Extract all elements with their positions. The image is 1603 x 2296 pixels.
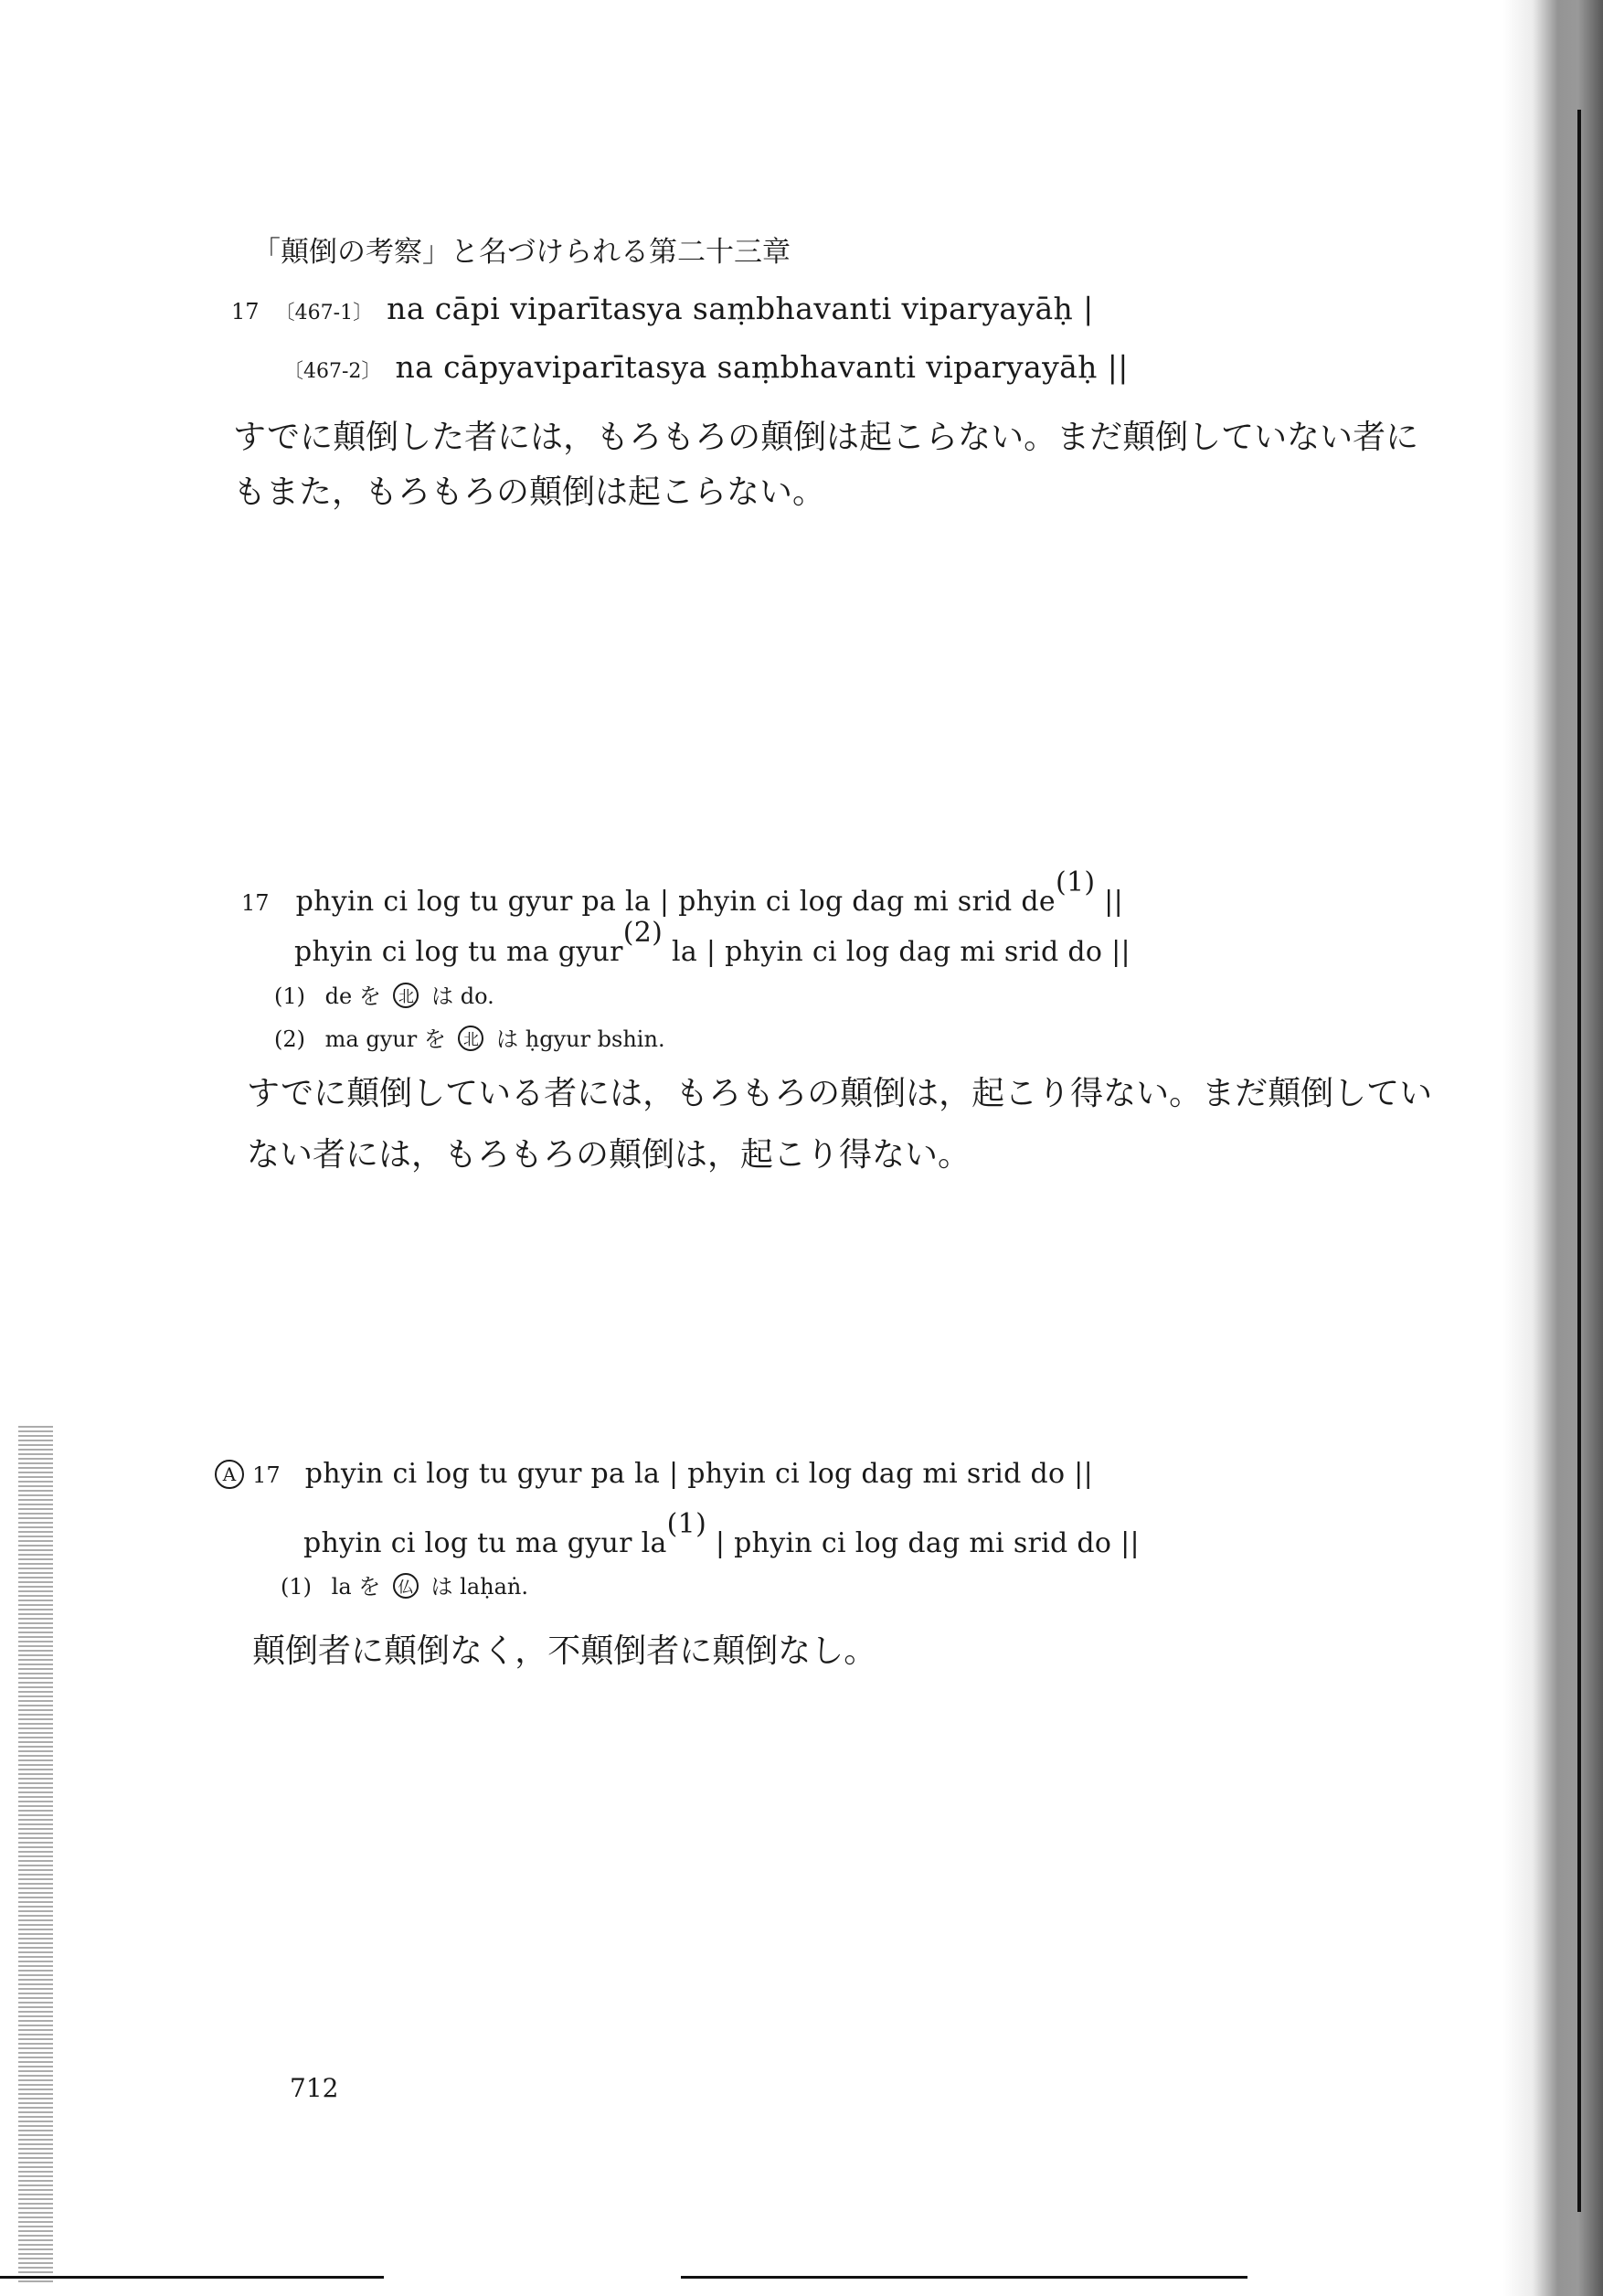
akutobhaya-line-1	[215, 1458, 1093, 1490]
footnote-text: de を	[324, 983, 381, 1009]
footnote-text: ma gyur を	[324, 1026, 446, 1052]
verse-number: 17	[241, 890, 270, 916]
tibetan-text: phyin ci log tu gyur pa la | phyin ci log dag mi srid de	[295, 886, 1056, 918]
sanskrit-translation-line-2: もまた，もろもろの顛倒は起こらない。	[233, 473, 826, 511]
tibetan-text: phyin ci log tu ma gyur	[294, 936, 623, 968]
verse-number: 17	[252, 1462, 281, 1488]
akutobhaya-translation: 顛倒者に顛倒なく，不顛倒者に顛倒なし。	[252, 1632, 877, 1670]
section-title: 「顛倒の考察」と名づけられる第二十三章	[252, 236, 791, 269]
tibetan-text: phyin ci log tu gyur pa la | phyin ci log dag mi srid do ||	[304, 1458, 1093, 1490]
line-reference: 〔467-1〕	[274, 302, 374, 324]
tibetan-line-1	[241, 866, 1123, 918]
footnote-text: la を	[331, 1574, 381, 1600]
scan-bottom-rule-right	[681, 2276, 1247, 2279]
tibetan-translation-line-2: ない者には，もろもろの顛倒は，起こり得ない。	[247, 1136, 971, 1174]
scan-edge-shadow	[1502, 0, 1603, 2296]
verse-number: 17	[231, 299, 260, 324]
tibetan-translation-line-1: すでに顛倒している者には，もろもろの顛倒は，起こり得ない。まだ顛倒してい	[247, 1075, 1433, 1112]
footnote-number: (1)	[274, 983, 305, 1009]
footnote-text: は ḥgyur bshin.	[496, 1026, 665, 1052]
tibetan-text-end: ||	[1095, 886, 1123, 918]
footnote	[274, 978, 494, 1010]
footnote-number: (1)	[281, 1574, 312, 1600]
akutobhaya-line-2	[303, 1508, 1140, 1559]
peking-sigla-icon: 北	[393, 983, 419, 1008]
sanskrit-line-1	[231, 291, 1094, 326]
scan-bottom-rule-left	[0, 2276, 384, 2279]
tibetan-text-end: | phyin ci log dag mi srid do ||	[706, 1527, 1140, 1559]
sanskrit-text: na cāpi viparītasya saṃbhavanti viparyayāḥ |	[387, 291, 1094, 326]
akutobhaya-marker-icon: A	[215, 1460, 244, 1489]
footnote-text: は do.	[431, 983, 494, 1009]
tibetan-text: phyin ci log tu ma gyur la	[303, 1527, 667, 1559]
tibetan-text-end: la | phyin ci log dag mi srid do ||	[663, 936, 1131, 968]
peking-sigla-icon: 北	[458, 1026, 483, 1051]
scan-edge-line	[1577, 110, 1581, 2212]
sanskrit-line-2	[283, 349, 1129, 385]
footnote-marker: (1)	[666, 1508, 707, 1540]
line-reference: 〔467-2〕	[283, 360, 382, 383]
sanskrit-text: na cāpyaviparītasya saṃbhavanti viparyayāḥ ||	[395, 349, 1129, 385]
footnote-text: は laḥaṅ.	[430, 1574, 529, 1600]
footnote-marker: (1)	[1055, 866, 1096, 898]
footnote-marker: (2)	[622, 917, 663, 949]
tibetan-line-2	[294, 917, 1131, 968]
buddhapalita-sigla-icon: 仏	[393, 1573, 419, 1599]
page-number: 712	[290, 2073, 339, 2103]
footnote	[274, 1021, 665, 1053]
footnote-number: (2)	[274, 1026, 305, 1052]
footnote	[281, 1568, 528, 1600]
sanskrit-translation-line-1: すでに顛倒した者には，もろもろの顛倒は起こらない。まだ顛倒していない者に	[233, 419, 1419, 456]
scan-left-noise	[18, 1426, 53, 2285]
